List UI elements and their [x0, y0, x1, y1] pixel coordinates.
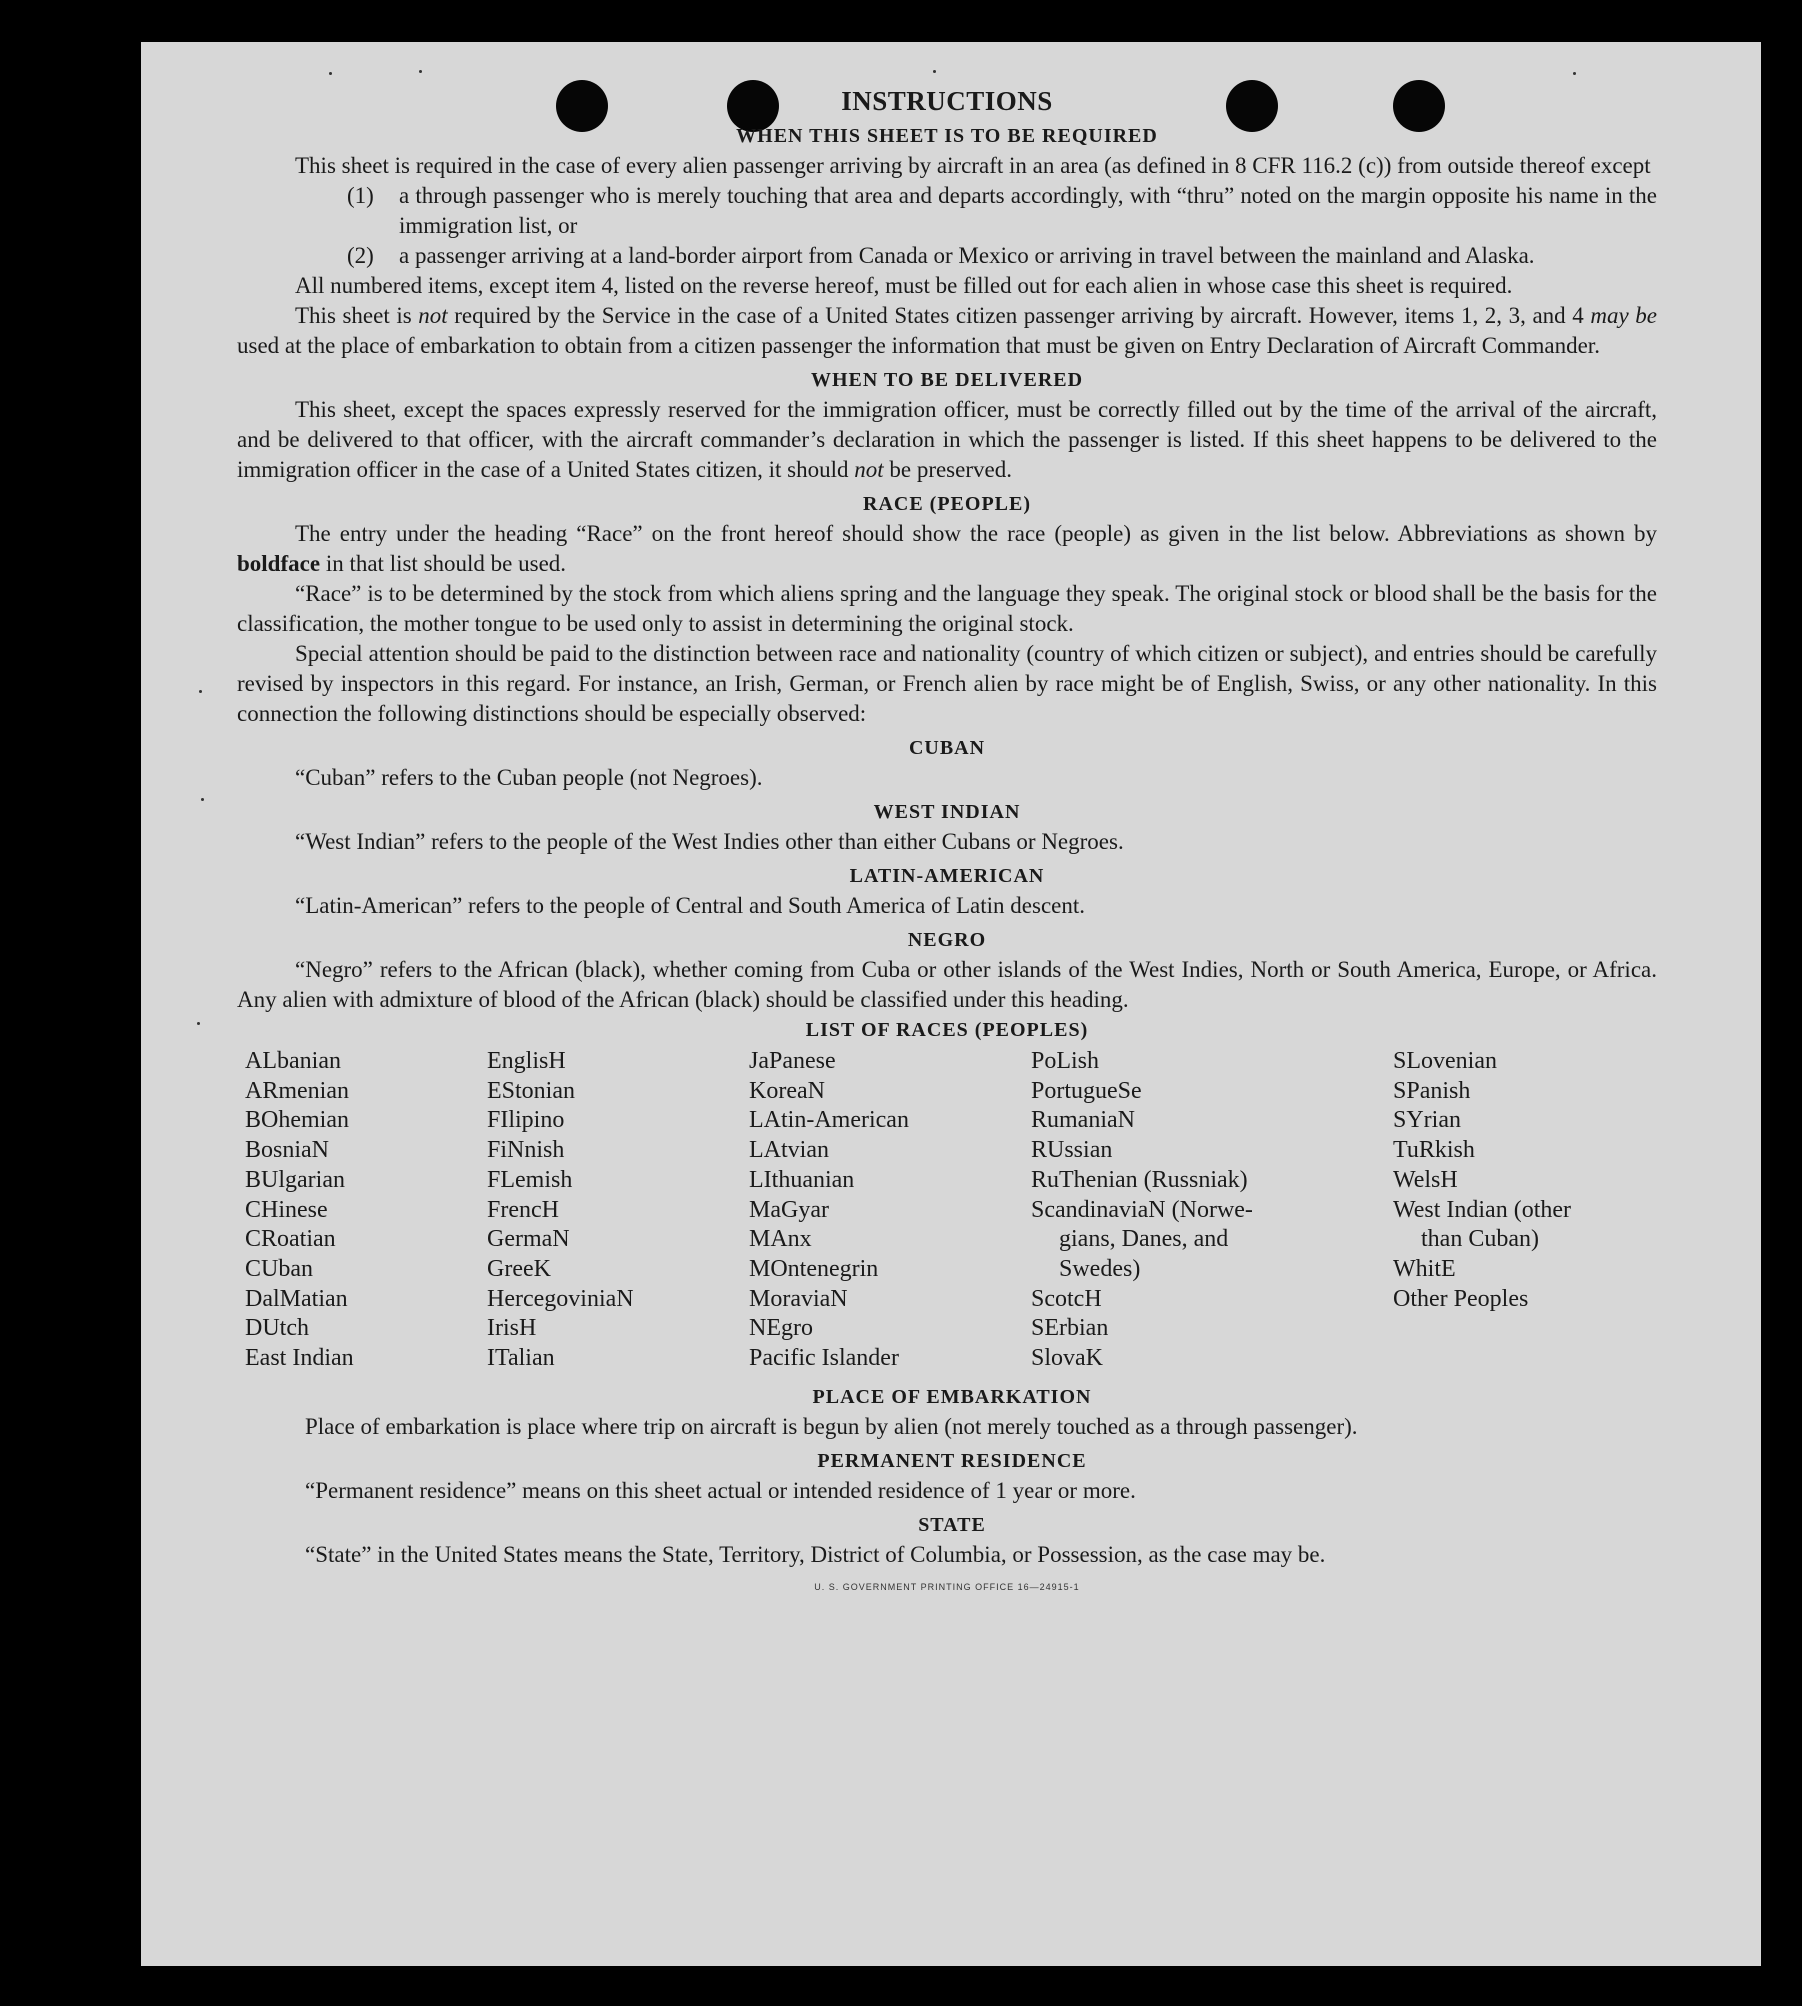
race-item: IrisH — [487, 1315, 537, 1342]
race-item: PortugueSe — [1031, 1077, 1142, 1104]
race-item: FLemish — [487, 1166, 573, 1193]
race-item: HercegoviniaN — [487, 1285, 634, 1312]
race-item: GreeK — [487, 1255, 551, 1282]
race-item: BosniaN — [245, 1137, 329, 1164]
race-item: than Cuban) — [1421, 1226, 1539, 1253]
heading-list-of-races: LIST OF RACES (PEOPLES) — [805, 1019, 1089, 1041]
race-item: gians, Danes, and — [1059, 1226, 1229, 1253]
race-item: SPanish — [1393, 1077, 1471, 1104]
race-item: CUban — [245, 1255, 313, 1282]
race-item: JaPanese — [749, 1048, 836, 1074]
text: used at the place of embarkation to obtain from a citizen passenger the information that must be given on Entry Declaration of Aircraft Commander. — [237, 333, 1600, 358]
race-item: ScandinaviaN (Norwe- — [1031, 1196, 1253, 1223]
race-item: GermaN — [487, 1226, 570, 1253]
heading-negro: NEGRO — [907, 929, 987, 951]
race-item: West Indian (other — [1393, 1196, 1572, 1223]
race-item: EStonian — [487, 1077, 575, 1104]
heading-when-delivered: WHEN TO BE DELIVERED — [810, 369, 1084, 391]
paragraph-numbered-items: All numbered items, except item 4, listed on the reverse hereof, must be filled out for each alien in whose case this sheet is required. — [295, 273, 1513, 298]
race-item: BUlgarian — [245, 1166, 345, 1193]
item-number: (2) — [347, 243, 374, 268]
item-number: (1) — [347, 183, 374, 208]
race-item: ScotcH — [1031, 1285, 1102, 1312]
text: in that list should be used. — [320, 551, 567, 576]
paragraph-west-indian: “West Indian” refers to the people of the West Indies other than either Cubans or Negroes. — [295, 829, 1124, 854]
speck — [201, 798, 204, 801]
heading-state: STATE — [918, 1513, 986, 1536]
race-item: SYrian — [1393, 1107, 1461, 1134]
race-item: LAtin-American — [749, 1107, 909, 1134]
paragraph-permanent-residence: “Permanent residence” means on this sheet actual or intended residence of 1 year or more. — [305, 1477, 1136, 1503]
paragraph-citizen — [237, 301, 1657, 361]
text: be preserved. — [883, 457, 1012, 482]
race-item: Other Peoples — [1393, 1285, 1529, 1312]
paragraph-race-entry — [237, 519, 1657, 579]
emphasis: not — [854, 457, 884, 482]
heading-place-of-embarkation: PLACE OF EMBARKATION — [812, 1385, 1092, 1408]
race-item: EnglisH — [487, 1048, 566, 1074]
race-item: RUssian — [1031, 1137, 1113, 1164]
bold-text: boldface — [237, 551, 321, 576]
text: This sheet is — [295, 303, 419, 328]
race-item: MOntenegrin — [749, 1255, 879, 1282]
race-list — [237, 1047, 1657, 1374]
printer-imprint: U. S. GOVERNMENT PRINTING OFFICE 16—24915-1 — [814, 1581, 1080, 1592]
speck — [329, 72, 332, 75]
speck — [199, 690, 202, 693]
race-item: CRoatian — [245, 1226, 336, 1253]
race-item: BOhemian — [245, 1107, 349, 1134]
heading-permanent-residence: PERMANENT RESIDENCE — [817, 1449, 1087, 1472]
race-column — [1393, 1047, 1653, 1374]
paragraph-race-nationality: Special attention should be paid to the distinction between race and nationality (country of which citizen or subject), and entries should be carefully revised by inspectors in this regard. For instance, an Irish, German, or French alien by race might be of English, Swiss, or any other nationality. In this connection the following distinctions should be especially observed: — [237, 641, 1657, 726]
paragraph-latin-american: “Latin-American” refers to the people of Central and South America of Latin descent. — [295, 893, 1085, 918]
race-item: ALbanian — [245, 1048, 341, 1074]
document-sheet — [141, 42, 1761, 1966]
page-title: INSTRUCTIONS — [841, 86, 1053, 116]
race-item: DUtch — [245, 1315, 309, 1342]
emphasis: not — [418, 303, 448, 328]
race-item: SlovaK — [1031, 1345, 1103, 1372]
race-item: LIthuanian — [749, 1166, 855, 1193]
paragraph-intro: This sheet is required in the case of every alien passenger arriving by aircraft in an area (as defined in 8 CFR 116.2 (c)) from outside thereof except — [295, 153, 1651, 178]
race-item: DalMatian — [245, 1285, 348, 1312]
item-text: a through passenger who is merely touching that area and departs accordingly, with “thru” noted on the margin opposite his name in the immigration list, or — [399, 183, 1657, 238]
race-item: KoreaN — [749, 1077, 825, 1104]
definitions-section — [237, 1384, 1657, 1570]
instructions-content — [237, 86, 1657, 1592]
paragraph-race-stock: “Race” is to be determined by the stock from which aliens spring and the language they speak. The original stock or blood shall be the basis for the classification, the mother tongue to be used only to assist in determining the original stock. — [237, 581, 1657, 636]
item-text: a passenger arriving at a land-border airport from Canada or Mexico or arriving in travel between the mainland and Alaska. — [399, 243, 1535, 268]
race-item: FIlipino — [487, 1107, 565, 1134]
heading-when-required: WHEN THIS SHEET IS TO BE REQUIRED — [736, 125, 1158, 147]
race-item: East Indian — [245, 1345, 354, 1372]
speck — [933, 70, 936, 73]
race-item: SLovenian — [1393, 1048, 1497, 1074]
race-item: FiNnish — [487, 1137, 565, 1164]
race-item: FrencH — [487, 1196, 559, 1223]
race-item: MoraviaN — [749, 1285, 848, 1312]
paragraph-state: “State” in the United States means the State, Territory, District of Columbia, or Possession, as the case may be. — [305, 1541, 1326, 1567]
text: The entry under the heading “Race” on the front hereof should show the race (people) as given in the list below. Abbreviations as shown by — [295, 521, 1657, 546]
speck — [1573, 72, 1576, 75]
race-item: RumaniaN — [1031, 1107, 1135, 1134]
race-column — [487, 1047, 749, 1374]
race-item: WelsH — [1393, 1166, 1458, 1193]
race-item: TuRkish — [1393, 1137, 1475, 1164]
text: This sheet, except the spaces expressly reserved for the immigration officer, must be correctly filled out by the time of the arrival of the aircraft, and be delivered to that officer, with the aircraft commander’s declaration in which the passenger is listed. If this sheet happens to be delivered to the immigration officer in the case of a United States citizen, it should — [237, 397, 1657, 482]
emphasis: may be — [1590, 303, 1657, 328]
paragraph-delivered — [237, 395, 1657, 485]
race-item: RuThenian (Russniak) — [1031, 1166, 1248, 1193]
paragraph-cuban: “Cuban” refers to the Cuban people (not Negroes). — [295, 765, 763, 790]
race-item: ARmenian — [245, 1077, 349, 1104]
race-item: WhitE — [1393, 1255, 1456, 1282]
speck — [419, 70, 422, 73]
heading-latin-american: LATIN-AMERICAN — [849, 865, 1045, 887]
race-item: SErbian — [1031, 1315, 1109, 1342]
race-item: Pacific Islander — [749, 1345, 899, 1372]
race-item: PoLish — [1031, 1048, 1100, 1074]
race-item: NEgro — [749, 1315, 813, 1342]
heading-cuban: CUBAN — [908, 737, 986, 759]
race-item: Swedes) — [1059, 1255, 1141, 1282]
paragraph-negro: “Negro” refers to the African (black), whether coming from Cuba or other islands of the West Indies, North or South America, Europe, or Africa. Any alien with admixture of blood of the African (black) should be classified under this heading. — [237, 957, 1657, 1012]
race-column — [237, 1047, 487, 1374]
race-item: MAnx — [749, 1226, 812, 1253]
numbered-item — [347, 241, 1657, 271]
race-item: MaGyar — [749, 1196, 829, 1223]
race-column — [749, 1047, 1031, 1374]
race-item: ITalian — [487, 1345, 555, 1372]
race-column — [1031, 1047, 1393, 1374]
speck — [197, 1022, 200, 1025]
race-item: LAtvian — [749, 1137, 829, 1164]
heading-race: RACE (PEOPLE) — [863, 493, 1031, 515]
heading-west-indian: WEST INDIAN — [873, 801, 1021, 823]
text: required by the Service in the case of a United States citizen passenger arriving by aircraft. However, items 1, 2, 3, and 4 — [447, 303, 1591, 328]
race-item: CHinese — [245, 1196, 328, 1223]
numbered-item — [347, 181, 1657, 241]
paragraph-place-of-embarkation: Place of embarkation is place where trip on aircraft is begun by alien (not merely touched as a through passenger). — [305, 1413, 1358, 1439]
